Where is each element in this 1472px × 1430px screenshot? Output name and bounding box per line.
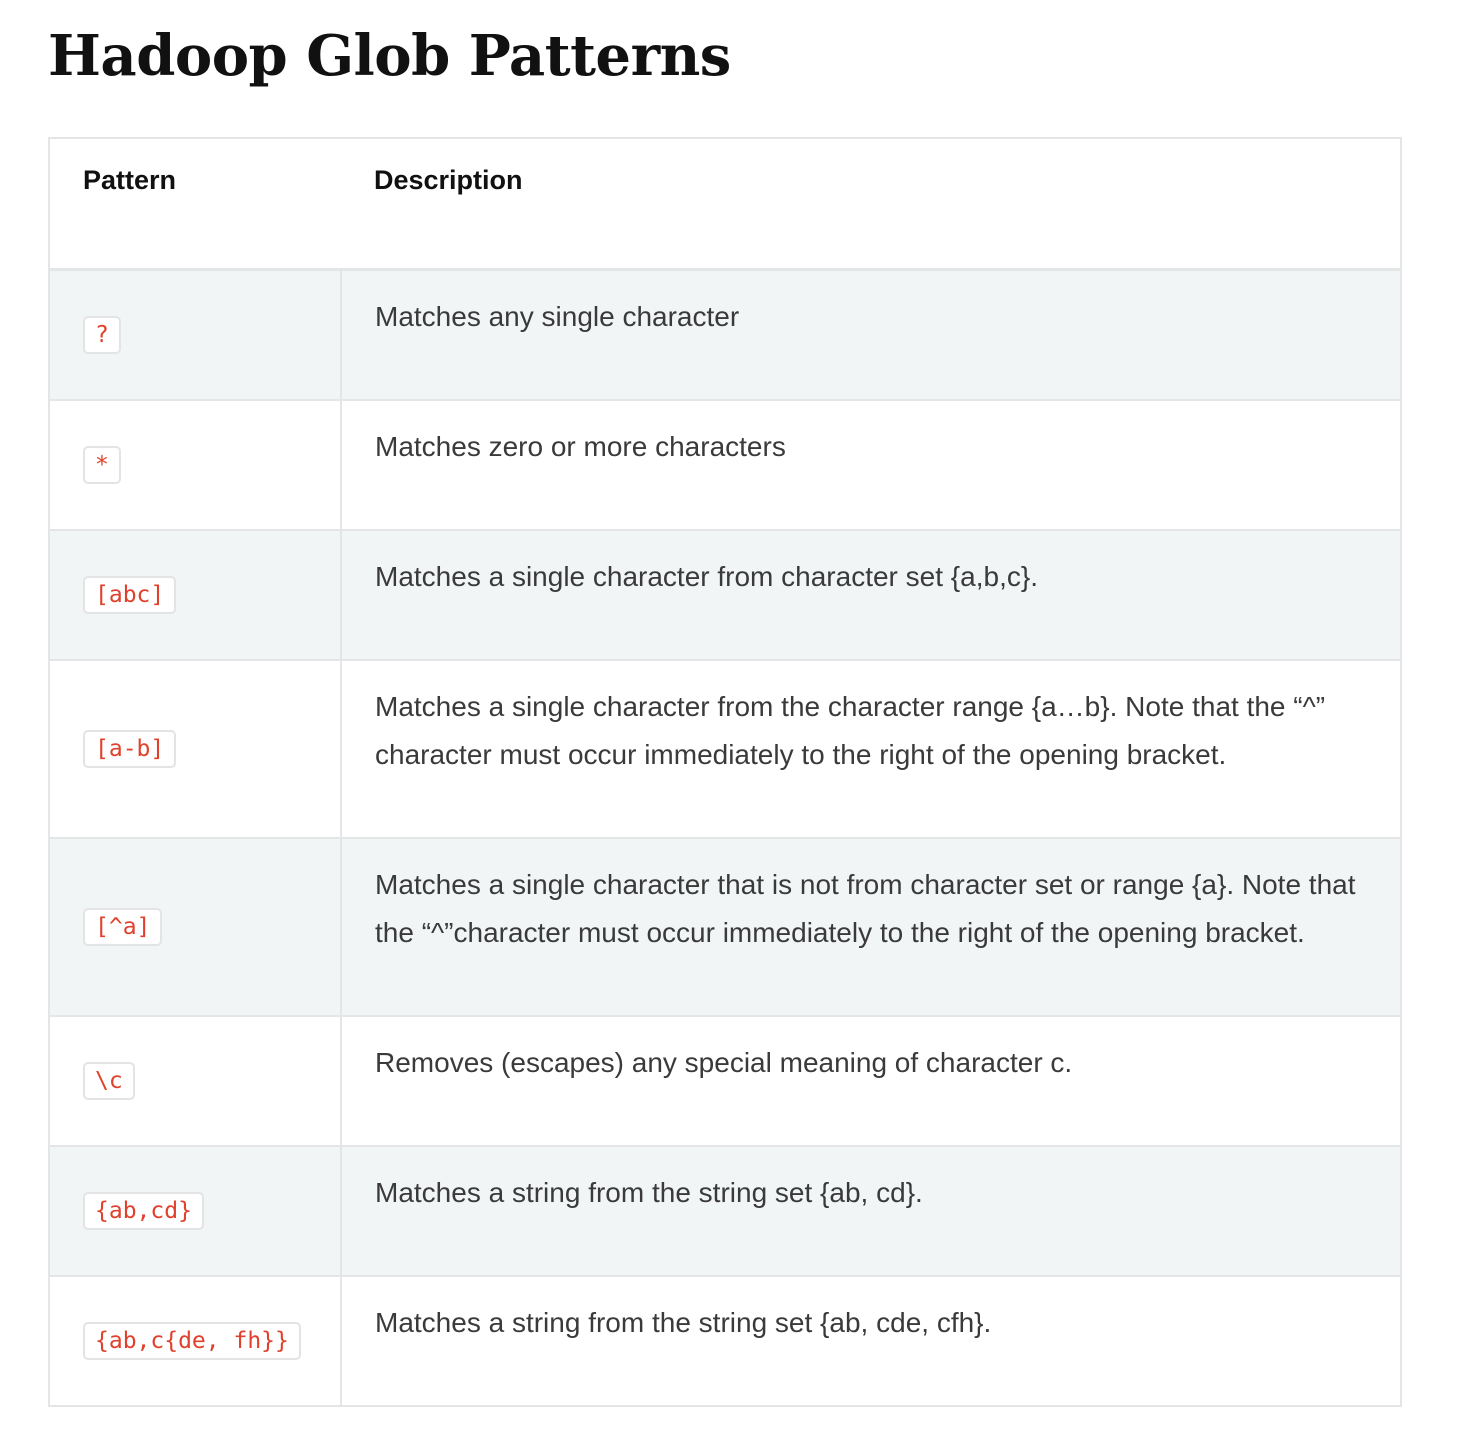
table-row <box>49 838 1401 1016</box>
pattern-code: [^a] <box>83 908 162 946</box>
description-cell: Matches a string from the string set {ab, cde, cfh}. <box>341 1276 1401 1406</box>
pattern-code: \c <box>83 1062 135 1100</box>
glob-patterns-table <box>48 137 1402 1407</box>
description-cell: Matches a single character that is not from character set or range {a}. Note that the “^”character must occur immediately to the right of the opening bracket. <box>341 838 1401 1016</box>
pattern-code: * <box>83 446 121 484</box>
column-header-pattern: Pattern <box>49 138 341 269</box>
table-row <box>49 660 1401 838</box>
pattern-cell <box>49 269 341 400</box>
pattern-code: [abc] <box>83 576 176 614</box>
table-row <box>49 400 1401 530</box>
description-cell: Matches a single character from the character range {a…b}. Note that the “^” character must occur immediately to the right of the opening bracket. <box>341 660 1401 838</box>
pattern-cell <box>49 1276 341 1406</box>
table-row <box>49 530 1401 660</box>
table-row <box>49 1016 1401 1146</box>
pattern-code: {ab,cd} <box>83 1192 204 1230</box>
pattern-cell <box>49 838 341 1016</box>
column-header-description: Description <box>341 138 1401 269</box>
pattern-code: [a-b] <box>83 730 176 768</box>
table-header-row <box>49 138 1401 269</box>
description-cell: Matches a string from the string set {ab, cd}. <box>341 1146 1401 1276</box>
pattern-code: ? <box>83 316 121 354</box>
pattern-cell <box>49 1146 341 1276</box>
description-cell: Matches zero or more characters <box>341 400 1401 530</box>
pattern-cell <box>49 660 341 838</box>
description-cell: Removes (escapes) any special meaning of character c. <box>341 1016 1401 1146</box>
description-cell: Matches a single character from character set {a,b,c}. <box>341 530 1401 660</box>
table-row <box>49 1276 1401 1406</box>
pattern-cell <box>49 530 341 660</box>
pattern-code: {ab,c{de, fh}} <box>83 1322 301 1360</box>
description-cell: Matches any single character <box>341 269 1401 400</box>
pattern-cell <box>49 1016 341 1146</box>
page-title: Hadoop Glob Patterns <box>48 23 731 89</box>
table-row <box>49 1146 1401 1276</box>
pattern-cell <box>49 400 341 530</box>
table-row <box>49 269 1401 400</box>
